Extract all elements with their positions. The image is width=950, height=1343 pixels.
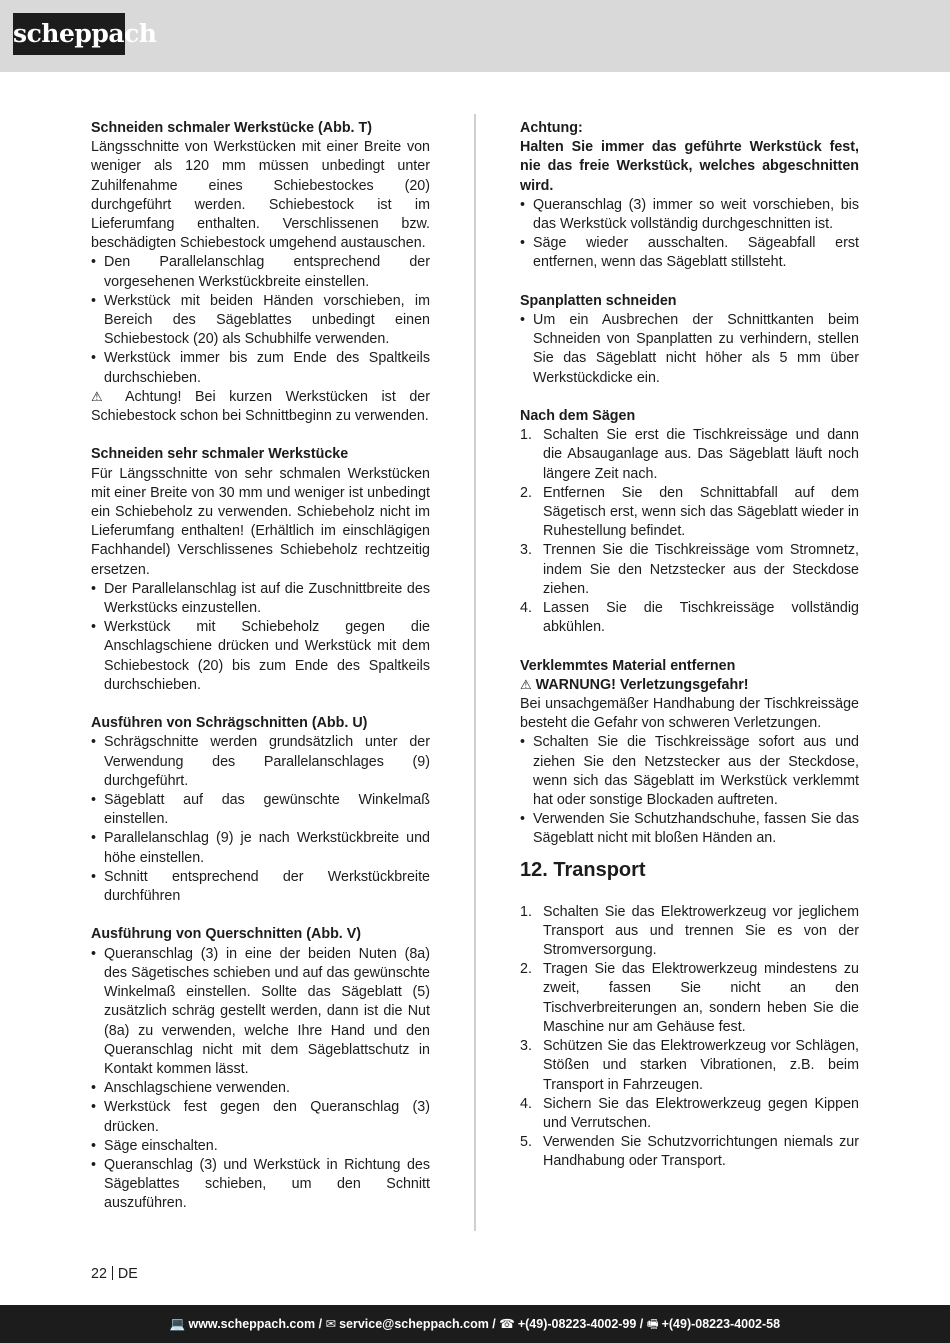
website-link[interactable]: www.scheppach.com / (188, 1317, 323, 1331)
list-item: • Säge einschalten. (91, 1137, 218, 1154)
list-item: • Anschlagschiene verwenden. (91, 1080, 290, 1097)
left-column (91, 119, 430, 1214)
list-item: • Werkstück mit beiden Händen vorschieben, im Bereich des Sägeblattes unbedingt einen Schiebestock (20) als Schubhilfe verwenden. (91, 292, 430, 348)
warning-heading: ⚠ WARNUNG! Verletzungsgefahr! (520, 676, 749, 693)
heading-after-sawing: Nach dem Sägen (520, 408, 636, 425)
heading-chipboard: Spanplatten schneiden (520, 292, 677, 309)
list-item: • Werkstück fest gegen den Queranschlag (3) drücken. (91, 1099, 430, 1135)
fax-icon: 🖷 (646, 1317, 659, 1331)
footer-bar (0, 1305, 950, 1343)
list-item: • Queranschlag (3) und Werkstück in Richtung des Sägeblattes schieben, um den Schnitt auszuführen. (91, 1156, 430, 1212)
numbered-item: 5. Verwenden Sie Schutzvorrichtungen niemals zur Handhabung oder Transport. (520, 1134, 859, 1170)
list-item: • Queranschlag (3) immer so weit vorschieben, bis das Werkstück vollständig durchgeschnitten ist. (520, 196, 859, 233)
numbered-item: 4. Lassen Sie die Tischkreissäge vollständig abkühlen. (520, 600, 859, 636)
numbered-item: 2. Entfernen Sie den Schnittabfall auf dem Sägetisch erst, wenn sich das Sägeblatt wieder in Ruhestellung befindet. (520, 484, 859, 540)
paragraph: Längsschnitte von Werkstücken mit einer Breite von weniger als 120 mm müssen unbedingt unter Zuhilfenahme eines Schiebestockes (20) durchgeführt werden. Schiebestock ist im Lieferumfang enthalten. Verschlissenen bzw. beschädigten Schiebestock umgehend austauschen. (91, 139, 430, 252)
warning-note: ⚠ Achtung! Bei kurzen Werkstücken ist der Schiebestock schon bei Schnittbeginn zu verwenden. (91, 388, 431, 425)
numbered-item: 2. Tragen Sie das Elektrowerkzeug mindestens zu zweit, fassen Sie nicht an den Tischverbreiterungen an, sondern heben Sie die Maschine nur am Gehäuse fest. (520, 961, 859, 1035)
numbered-item: 4. Sichern Sie das Elektrowerkzeug gegen Kippen und Verrutschen. (520, 1095, 859, 1131)
right-column (520, 119, 859, 1172)
numbered-item: 3. Trennen Sie die Tischkreissäge vom Stromnetz, indem Sie den Netzstecker aus der Steckdose ziehen. (520, 542, 859, 597)
list-item: • Säge wieder ausschalten. Sägeabfall erst entfernen, wenn das Sägeblatt stillsteht. (520, 235, 859, 271)
heading-very-narrow-workpieces: Schneiden sehr schmaler Werkstücke (91, 446, 349, 463)
column-divider (474, 114, 476, 1231)
numbered-item: 1. Schalten Sie erst die Tischkreissäge und dann die Absauganlage aus. Das Sägeblatt läuft noch längere Zeit nach. (520, 427, 859, 482)
heading-cross-cuts: Ausführung von Querschnitten (Abb. V) (91, 926, 362, 943)
list-item: • Der Parallelanschlag ist auf die Zuschnittbreite des Werkstücks einzustellen. (91, 580, 430, 617)
warning-icon: ⚠ (91, 389, 113, 405)
phone-icon: ☎ (499, 1317, 515, 1331)
numbered-item: 1. Schalten Sie das Elektrowerkzeug vor jeglichem Transport aus und trennen Sie es von der Stromversorgung. (520, 903, 859, 959)
list-item: • Den Parallelanschlag entsprechend der vorgesehenen Werkstückbreite einstellen. (91, 254, 430, 290)
heading-attention: Achtung: (520, 120, 583, 136)
phone-number: +(49)-08223-4002-99 / (517, 1317, 644, 1331)
list-item: • Um ein Ausbrechen der Schnittkanten beim Schneiden von Spanplatten zu verhindern, stellen Sie das Sägeblatt nicht höher als 5 mm über Werkstückdicke ein. (520, 312, 859, 386)
list-item: • Sägeblatt auf das gewünschte Winkelmaß einstellen. (91, 792, 430, 828)
list-item: • Schrägschnitte werden grundsätzlich unter der Verwendung des Parallelanschlages (9) durchgeführt. (91, 734, 430, 789)
list-item: • Werkstück mit Schiebeholz gegen die Anschlagschiene drücken und Werkstück mit dem Schiebestock (20) bis zum Ende des Spaltkeils durchschieben. (91, 619, 430, 693)
heading-bevel-cuts: Ausführen von Schrägschnitten (Abb. U) (91, 715, 368, 732)
list-item: • Verwenden Sie Schutzhandschuhe, fassen Sie das Sägeblatt nicht mit bloßen Händen an. (520, 811, 859, 847)
numbered-item: 3. Schützen Sie das Elektrowerkzeug vor Schlägen, Stößen und starken Vibrationen, z.B. beim Transport in Fahrzeugen. (520, 1038, 859, 1093)
list-item: • Schalten Sie die Tischkreissäge sofort aus und ziehen Sie den Netzstecker aus der Steckdose, wenn sich das Sägeblatt im Werkstück verklemmt hat oder sonstige Blockaden auftreten. (520, 734, 859, 809)
computer-icon: 💻 (169, 1317, 186, 1331)
heading-jammed-material: Verklemmtes Material entfernen (520, 657, 736, 674)
heading-narrow-workpieces: Schneiden schmaler Werkstücke (Abb. T) (91, 120, 372, 136)
email-link[interactable]: service@scheppach.com / (339, 1317, 496, 1331)
paragraph: Bei unsachgemäßer Handhabung der Tischkreissäge besteht die Gefahr von schweren Verletzungen. (520, 696, 859, 732)
section-title-transport: 12. Transport (520, 858, 646, 881)
mail-icon: ✉ (325, 1317, 337, 1331)
warning-icon: ⚠ (520, 677, 532, 693)
fax-number: +(49)-08223-4002-58 (661, 1317, 781, 1331)
list-item: • Schnitt entsprechend der Werkstückbreite durchführen (91, 868, 430, 905)
list-item: • Parallelanschlag (9) je nach Werkstückbreite und höhe einstellen. (91, 830, 430, 866)
list-item: • Queranschlag (3) in eine der beiden Nuten (8a) des Sägetisches schieben und auf das gewünschte Winkelmaß einstellen. Sollte das Sägeblatt (5) zusätzlich schräg gestellt werden, dann ist die Nut (8a) zu verwenden, welche Ihre Hand und den Queranschlag nicht mit dem Sägeblattschutz in Kontakt kommen lässt. (91, 945, 430, 1077)
paragraph: Für Längsschnitte von sehr schmalen Werkstücken mit einer Breite von 30 mm und weniger ist unbedingt ein Schiebeholz zu verwenden. Schiebeholz nicht im Lieferumfang enthalten! (Erhältlich im einschlägigen Fachhandel) Verschlissenes Schiebeholz rechtzeitig ersetzen. (91, 465, 430, 578)
list-item: • Werkstück immer bis zum Ende des Spaltkeils durchschieben. (91, 350, 430, 386)
attention-text: Halten Sie immer das geführte Werkstück fest, nie das freie Werkstück, welches abgeschnitten wird. (520, 139, 859, 194)
scheppach-logo: scheppach (13, 13, 125, 55)
page-number: 22 DE (91, 1266, 138, 1282)
